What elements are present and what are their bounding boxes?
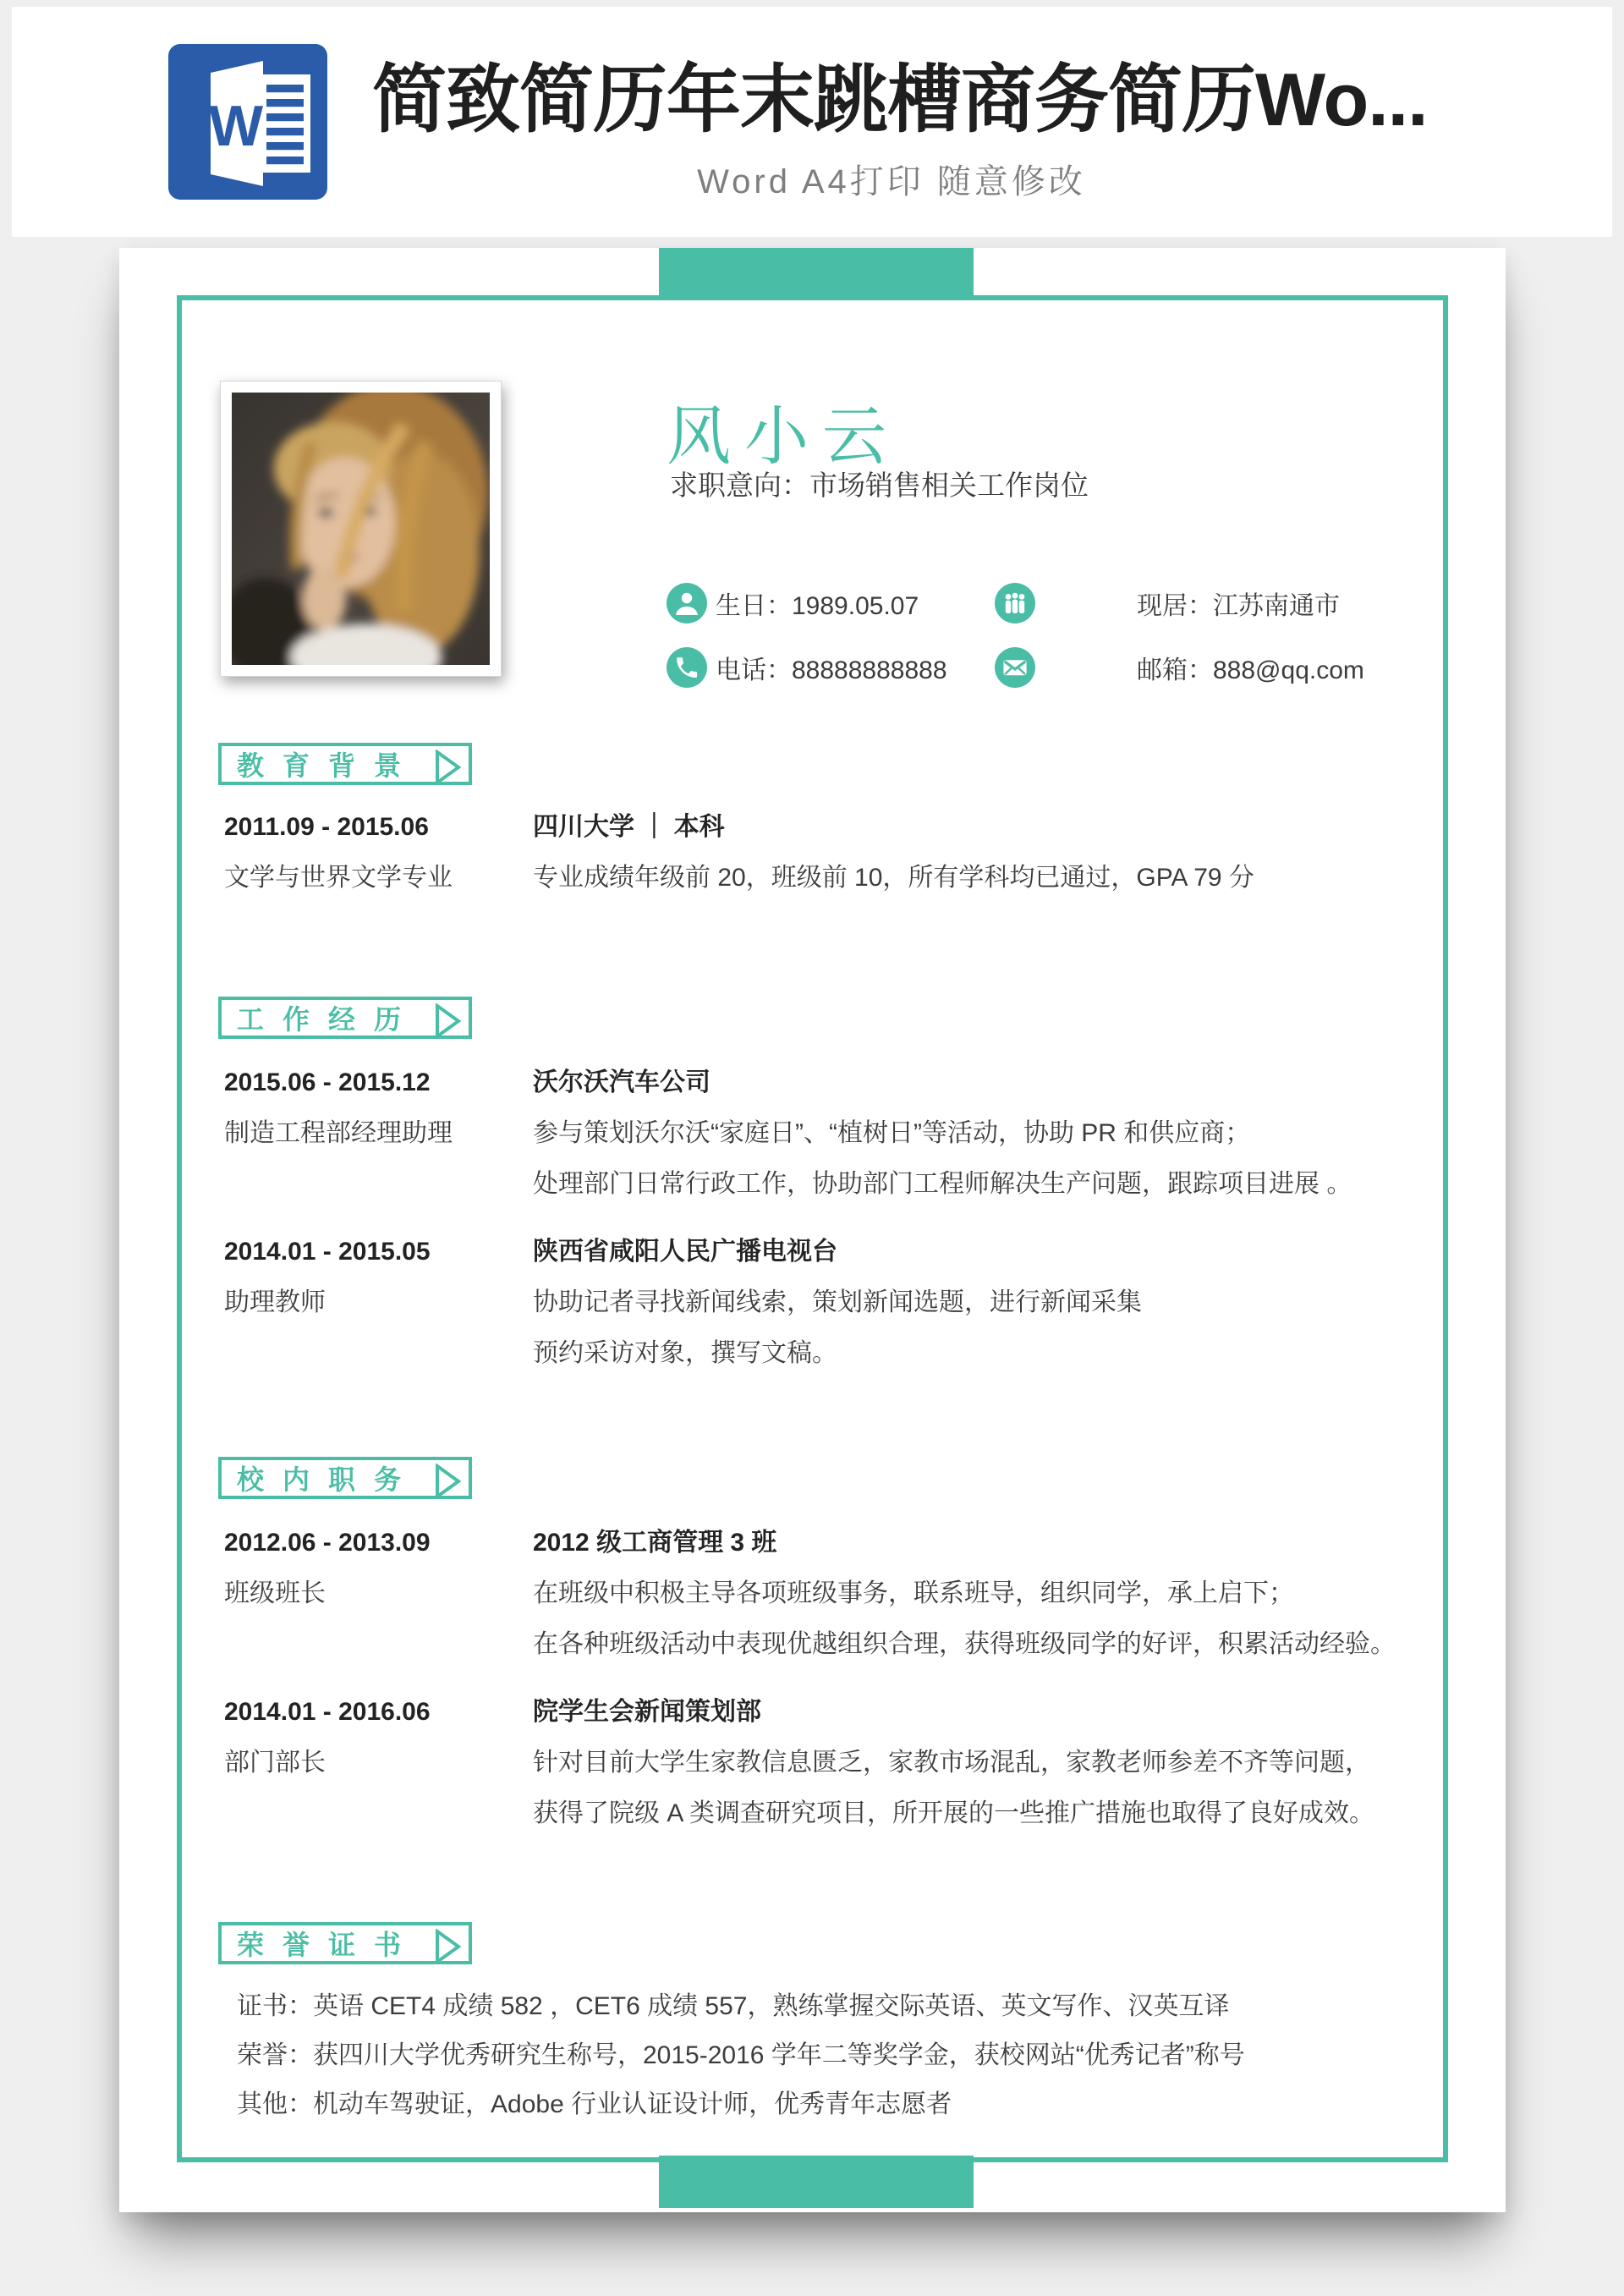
- section-title: 校内职务: [237, 1464, 420, 1495]
- entry-description: 协助记者寻找新闻线索，策划新闻选题，进行新闻采集: [533, 1288, 1142, 1316]
- section-title: 教育背景: [237, 750, 420, 781]
- template-subtitle: Word A4打印 随意修改: [697, 163, 1086, 200]
- contact-residence: [995, 583, 1340, 623]
- profile-photo: [220, 381, 502, 677]
- contact-residence-label: 现居：江苏南通市: [1137, 592, 1340, 620]
- header-card: [12, 7, 1612, 237]
- entry-heading: 沃尔沃汽车公司: [533, 1068, 710, 1096]
- entry-period: 2015.06 - 2015.12: [224, 1068, 431, 1096]
- job-intent: 求职意向：市场销售相关工作岗位: [670, 470, 1089, 501]
- person-icon: [667, 583, 707, 623]
- entry-period: 2014.01 - 2016.06: [224, 1698, 431, 1726]
- entry-heading: 四川大学 ｜ 本科: [533, 813, 725, 841]
- triangle-arrow-icon: [435, 1003, 462, 1039]
- entry-period: 2012.06 - 2013.09: [224, 1529, 431, 1557]
- contact-email-label: 邮箱：888@qq.com: [1137, 656, 1364, 684]
- entry-heading: 2012 级工商管理 3 班: [533, 1529, 777, 1557]
- section-header-honors: [218, 1922, 472, 1964]
- section-title: 荣誉证书: [237, 1930, 420, 1960]
- entry-description: 获得了院级 A 类调查研究项目，所开展的一些推广措施也取得了良好成效。: [533, 1799, 1375, 1827]
- honor-other-line: 其他：机动车驾驶证，Adobe 行业认证设计师，优秀青年志愿者: [237, 2090, 952, 2118]
- template-title: 简致简历年末跳槽商务简历Wo...: [372, 58, 1428, 141]
- candidate-name: 风小云: [667, 401, 900, 473]
- entry-subtitle: 助理教师: [224, 1288, 326, 1316]
- bottom-accent-tab: [659, 2156, 974, 2208]
- section-header-campus: [218, 1457, 472, 1499]
- triangle-arrow-icon: [435, 750, 462, 785]
- word-file-icon: [165, 41, 331, 203]
- entry-description: 在各种班级活动中表现优越组织合理，获得班级同学的好评，积累活动经验。: [533, 1630, 1396, 1658]
- entry-subtitle: 文学与世界文学专业: [224, 864, 453, 892]
- entry-description: 处理部门日常行政工作，协助部门工程师解决生产问题，跟踪项目进展 。: [533, 1170, 1352, 1198]
- section-header-education: [218, 743, 472, 785]
- entry-description: 专业成绩年级前 20，班级前 10，所有学科均已通过，GPA 79 分: [533, 864, 1254, 892]
- entry-subtitle: 制造工程部经理助理: [224, 1119, 453, 1147]
- mail-icon: [995, 647, 1035, 688]
- people-icon: [995, 583, 1035, 623]
- section-header-work: [218, 997, 472, 1039]
- honor-certificates-line: 证书：英语 CET4 成绩 582 ，CET6 成绩 557，熟练掌握交际英语、英文写作、汉英互译: [237, 1992, 1230, 2020]
- entry-period: 2011.09 - 2015.06: [224, 813, 429, 841]
- entry-period: 2014.01 - 2015.05: [224, 1238, 431, 1266]
- entry-description: 参与策划沃尔沃“家庭日”、“植树日”等活动，协助 PR 和供应商；: [533, 1119, 1251, 1147]
- top-accent-tab: [659, 248, 974, 300]
- entry-heading: 院学生会新闻策划部: [533, 1698, 761, 1726]
- portrait-image: [232, 393, 490, 665]
- contact-birthday-label: 生日：1989.05.07: [716, 592, 919, 620]
- honor-awards-line: 荣誉：获四川大学优秀研究生称号，2015-2016 学年二等奖学金，获校网站“优秀记者”称号: [237, 2041, 1245, 2069]
- contact-email: [995, 647, 1364, 688]
- contact-phone: [667, 647, 947, 688]
- entry-subtitle: 部门部长: [224, 1749, 326, 1777]
- contact-birthday: [667, 583, 919, 623]
- entry-description: 在班级中积极主导各项班级事务，联系班导，组织同学，承上启下；: [533, 1579, 1294, 1607]
- triangle-arrow-icon: [435, 1464, 462, 1499]
- svg-text:W: W: [208, 94, 264, 158]
- entry-heading: 陕西省咸阳人民广播电视台: [533, 1238, 837, 1266]
- resume-page: [119, 248, 1506, 2212]
- entry-description: 针对目前大学生家教信息匮乏，家教市场混乱，家教老师参差不齐等问题，: [533, 1749, 1370, 1777]
- entry-subtitle: 班级班长: [224, 1579, 326, 1607]
- triangle-arrow-icon: [435, 1929, 462, 1964]
- entry-description: 预约采访对象，撰写文稿。: [533, 1339, 837, 1367]
- section-title: 工作经历: [237, 1004, 420, 1035]
- contact-phone-label: 电话：88888888888: [716, 656, 947, 684]
- phone-icon: [667, 647, 707, 688]
